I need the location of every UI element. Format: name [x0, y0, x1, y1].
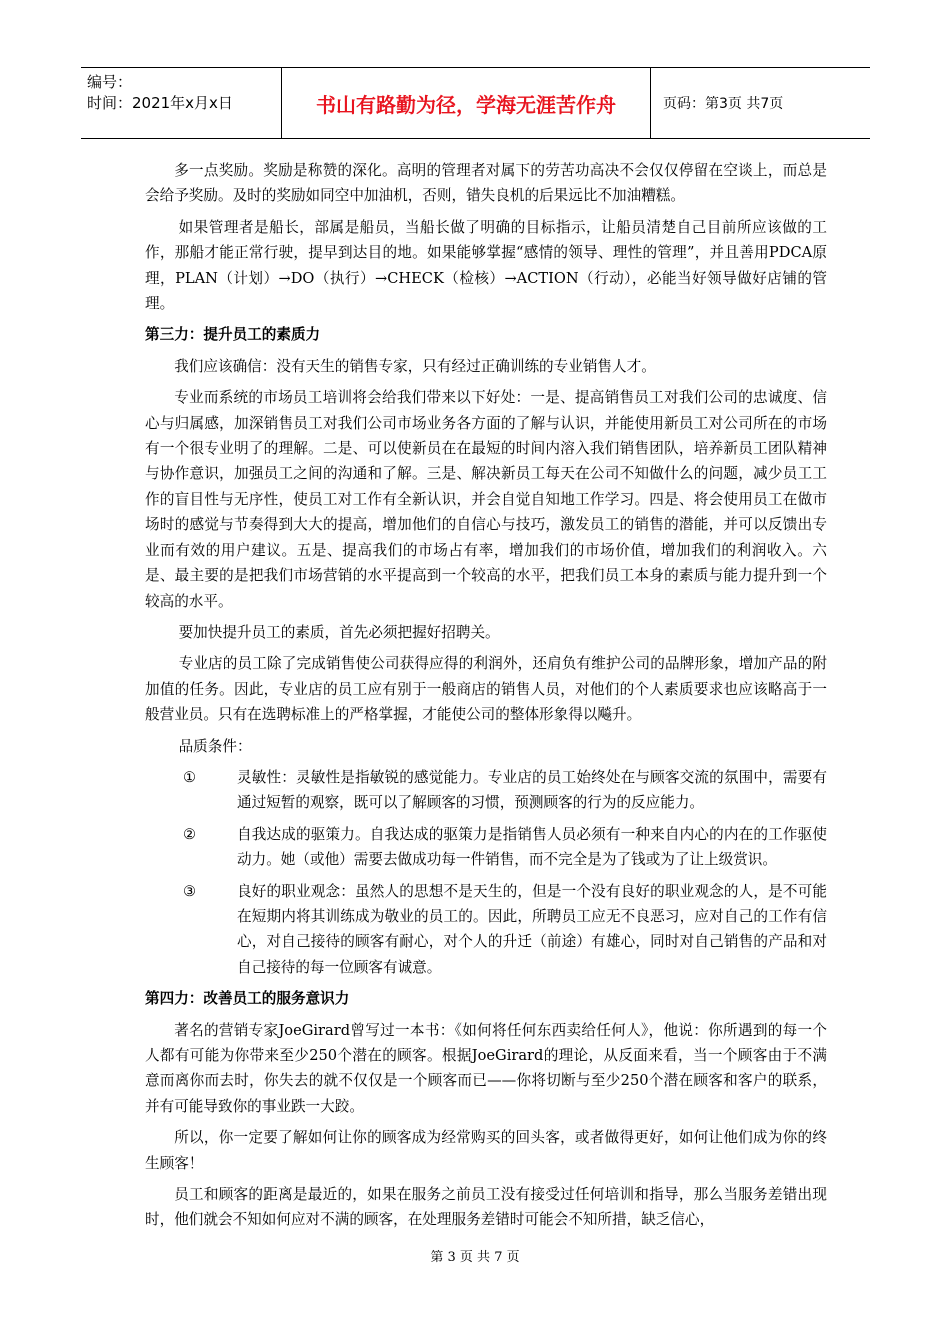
paragraph: 所以，你一定要了解如何让你的顾客成为经常购买的回头客，或者做得更好，如何让他们成为你的终生顾客！ [145, 1129, 827, 1172]
list-item [145, 879, 827, 981]
number-label: 编号： [87, 73, 133, 91]
header-motto: 书山有路勤为径，学海无涯苦作舟 [281, 68, 651, 138]
paragraph: 专业而系统的市场员工培训将会给我们带来以下好处：一是、提高销售员工对我们公司的忠诚度、信心与归属感，加深销售员工对我们公司市场业务各方面的了解与认识，并能使用新员工对公司所在的市场有一个很专业明了的理解。二是、可以使新员在在最短的时间内溶入我们销售团队，培养新员工团队精神与协作意识，加强员工之间的沟通和了解。三是、解决新员工每天在公司不知做什么的问题，减少员工工作的盲目性与无序性，使员工对工作有全新认识，并会自觉自知地工作学习。四是、将会使用员工在做市场时的感觉与节奏得到大大的提高，增加他们的自信心与技巧，激发员工的销售的潜能，并可以反馈出专业而有效的用户建议。五是、提高我们的市场占有率，增加我们的市场价值，增加我们的利润收入。六是、最主要的是把我们市场营销的水平提高到一个较高的水平，把我们员工本身的素质与能力提升到一个较高的水平。 [145, 389, 827, 610]
list-item-text: 自我达成的驱策力。自我达成的驱策力是指销售人员必须有一种来自内心的内在的工作驱使动力。她（或他）需要去做成功每一件销售，而不完全是为了钱或为了让上级赏识。 [237, 825, 827, 869]
header-page-label: 页码：第3页 共7页 [663, 96, 784, 112]
list-item [145, 822, 827, 873]
paragraph: 品质条件： [178, 737, 252, 755]
paragraph: 多一点奖励。奖励是称赞的深化。高明的管理者对属下的劳苦功高决不会仅仅停留在空谈上，而总是会给予奖励。及时的奖励如同空中加油机，否则，错失良机的后果远比不加油糟糕。 [145, 162, 827, 205]
list-item [145, 765, 827, 816]
paragraph: 员工和顾客的距离是最近的，如果在服务之前员工没有接受过任何培训和指导，那么当服务差错出现时，他们就会不知如何应对不满的顾客，在处理服务差错时可能会不知所措，缺乏信心， [145, 1186, 827, 1229]
section-heading: 第四力：改善员工的服务意识力 [145, 990, 350, 1008]
section-heading: 第三力：提升员工的素质力 [145, 326, 321, 344]
paragraph: 我们应该确信：没有天生的销售专家，只有经过正确训练的专业销售人才。 [174, 357, 656, 375]
paragraph: 专业店的员工除了完成销售使公司获得应得的利润外，还肩负有维护公司的品牌形象，增加产品的附加值的任务。因此，专业店的员工应有别于一般商店的销售人员，对他们的个人素质要求也应该略高于一般营业员。只有在选聘标准上的严格掌握，才能使公司的整体形象得以飚升。 [145, 655, 827, 724]
paragraph: 如果管理者是船长，部属是船员，当船长做了明确的目标指示，让船员清楚自己目前所应该做的工作，那船才能正常行驶，提早到达目的地。如果能够掌握“感情的领导、理性的管理”，并且善用PDCA原理，PLAN（计划）→DO（执行）→CHECK（检核）→ACTION（行动），必能当好领导做好店铺的管理。 [145, 218, 827, 313]
list-marker: ③ [183, 882, 197, 900]
page-footer: 第 3 页 共 7 页 [430, 1250, 520, 1265]
paragraph: 著名的营销专家JoeGirard曾写过一本书：《如何将任何东西卖给任何人》，他说：你所遇到的每一个人都有可能为你带来至少250个潜在的顾客。根据JoeGirard的理论，从反面来看，当一个顾客由于不满意而离你而去时，你失去的就不仅仅是一个顾客而已——你将切断与至少250个潜在顾客和客户的联系，并有可能导致你的事业跌一大跤。 [145, 1021, 827, 1115]
time-label: 时间：2021年x月x日 [87, 94, 233, 112]
document-body [145, 158, 827, 1233]
paragraph: 要加快提升员工的素质，首先必须把握好招聘关。 [178, 623, 500, 641]
list-marker: ② [183, 825, 197, 843]
page-header [81, 67, 870, 139]
list-marker: ① [183, 768, 197, 786]
list-item-text: 良好的职业观念：虽然人的思想不是天生的，但是一个没有良好的职业观念的人，是不可能在短期内将其训练成为敬业的员工的。因此，所聘员工应无不良恶习，应对自己的工作有信心，对自己接待的顾客有耐心，对个人的升迁（前途）有雄心，同时对自己销售的产品和对自己接待的每一位顾客有诚意。 [237, 882, 827, 976]
list-item-text: 灵敏性：灵敏性是指敏锐的感觉能力。专业店的员工始终处在与顾客交流的氛围中，需要有通过短暂的观察，既可以了解顾客的习惯，预测顾客的行为的反应能力。 [237, 768, 827, 812]
header-meta [81, 68, 281, 138]
